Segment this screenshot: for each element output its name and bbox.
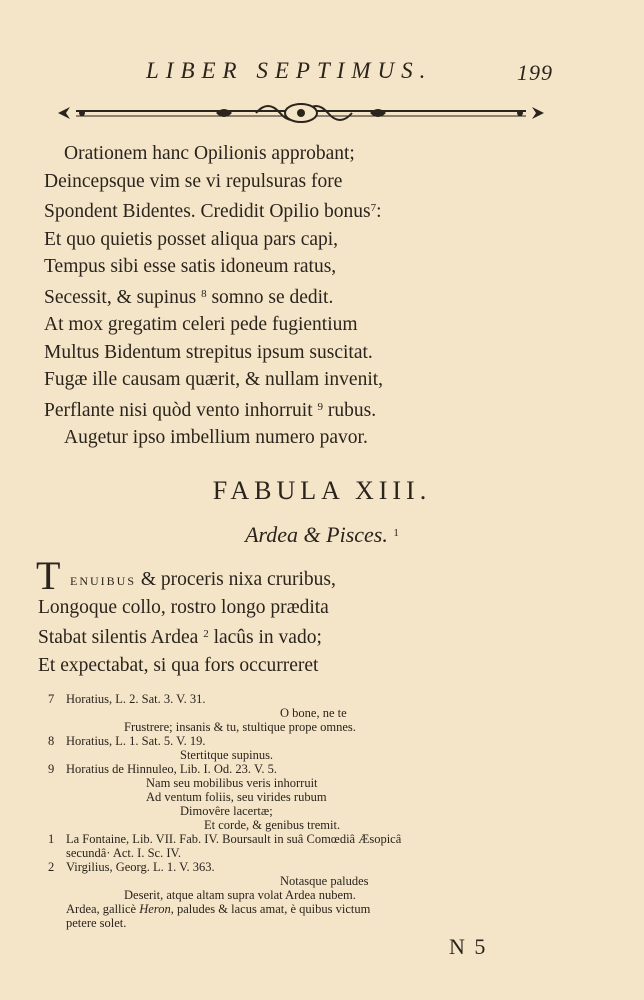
fable-title: FABULA XIII. [212,476,432,505]
footnote-quote: Stertitque supinus. [180,748,274,762]
verse-line: enuibus & proceris nixa cruribus, [70,569,336,590]
drop-cap: T [36,553,61,598]
verse-line: Perflante nisi quòd vento inhorruit $^9$ rubus. [44,399,377,421]
footnote-comment: petere solet. [66,916,127,930]
footnote-9: 9 Horatius de Hinnuleo, Lib. I. Od. 23. V. 5. [48,762,277,776]
running-head [0,58,644,90]
footnote-ref-7: 7 [370,202,377,214]
decorative-rule-ornament [56,98,546,128]
verse-line: Secessit, & supinus $^8$ somno se dedit. [44,286,334,308]
footnote-2: 2 Virgilius, Georg. L. 1. V. 363. [48,860,215,874]
footnote-quote: Notasque paludes [280,874,369,888]
verse-line: Tempus sibi esse satis idoneum ratus, [44,256,337,277]
footnote-quote: Nam seu mobilibus veris inhorruit [146,776,318,790]
footnote-quote: Et corde, & genibus tremit. [204,818,341,832]
page-number: 199 [517,60,553,85]
verse-line: Orationem hanc Opilionis approbant; [64,143,355,164]
verse-block-fable [38,566,478,679]
footnote-ref-1: 1 [393,527,399,539]
verse-block-top [44,140,484,452]
footnote-quote: O bone, ne te [280,706,347,720]
footnote-continuation: secundâ· Act. I. Sc. IV. [66,846,182,860]
verse-line: Et quo quietis posset aliqua pars capi, [44,228,339,250]
footnote-quote: Dimovêre lacertæ; [180,804,273,818]
footnote-comment: Ardea, gallicè Heron, paludes & lacus amat, è quibus victum [66,902,371,916]
verse-line: Deincepsque vim se vi repulsuras fore [44,170,343,192]
verse-line: Et expectabat, si qua fors occurreret [38,654,319,676]
verse-line: Augetur ipso imbellium numero pavor. [64,427,368,448]
footnote-quote: Ad ventum foliis, seu virides rubum [146,790,327,804]
verse-line: Fugæ ille causam quærit, & nullam invenit, [44,369,384,390]
verse-line: Stabat silentis Ardea $^2$ lacûs in vado; [38,627,322,648]
verse-line: Spondent Bidentes. Credidit Opilio bonus$^7$: [44,201,382,222]
footnotes [48,692,608,930]
signature-mark: N 5 [449,934,488,959]
footnote-ref-2: 2 [203,628,209,640]
footnote-ref-9: 9 [317,400,323,413]
footnote-1: 1 La Fontaine, Lib. VII. Fab. IV. Boursault in suâ Comœdiâ Æsopicâ [48,832,402,846]
footnote-8: 8 Horatius, L. 1. Sat. 5. V. 19. [48,734,206,748]
footnote-quote: Deserit, atque altam supra volat Ardea nubem. [124,888,356,902]
footnote-quote: Frustrere; insanis & tu, stultique prope omnes. [124,720,356,734]
running-head-title: LIBER SEPTIMUS. [146,58,433,83]
verse-line: At mox gregatim celeri pede fugientium [44,314,358,335]
footnote-ref-8: 8 [201,287,207,300]
fable-subtitle: Ardea & Pisces. $^1$ [245,522,399,547]
footnote-7: 7 Horatius, L. 2. Sat. 3. V. 31. [48,692,206,706]
verse-line: Multus Bidentum strepitus ipsum suscitat. [44,341,373,363]
verse-line: Longoque collo, rostro longo prædita [38,596,329,618]
